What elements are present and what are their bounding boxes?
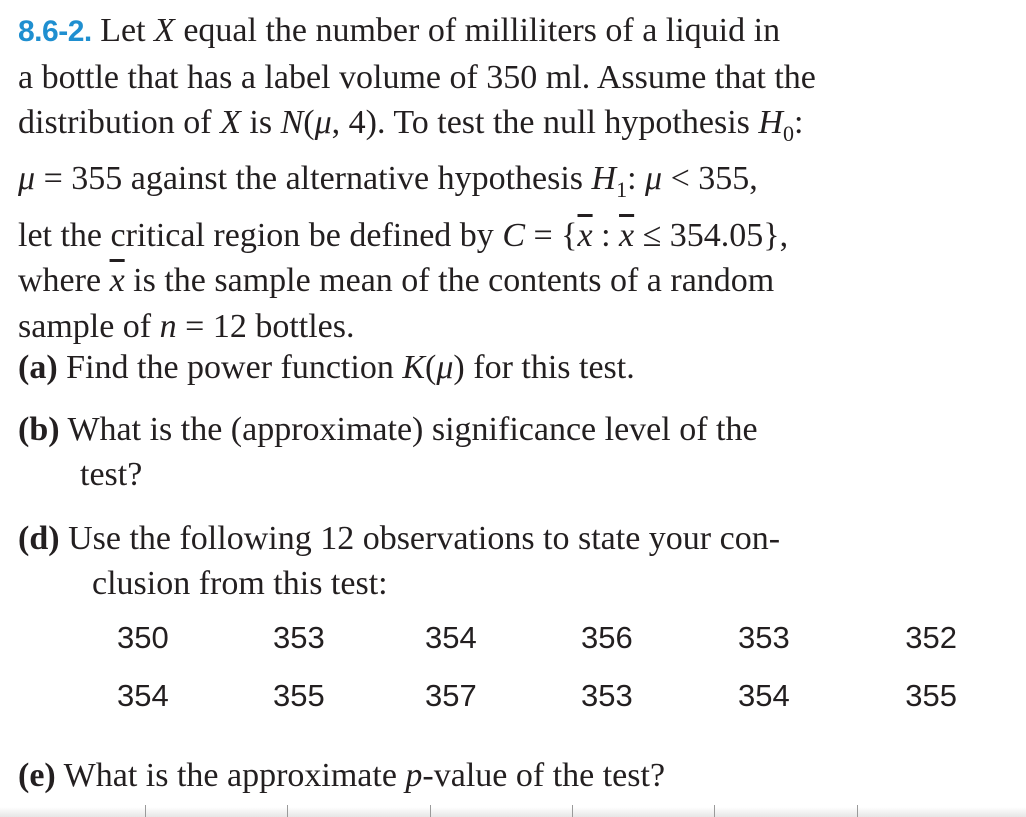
- problem-line-3: distribution of X is N(μ, 4). To test the null hypothesis $H_0$:: [18, 104, 804, 146]
- part-b-text-2: test?: [80, 456, 143, 493]
- problem-line-1: Let X equal the number of milliliters of a liquid in: [100, 12, 781, 49]
- page-bottom-edge: [0, 807, 1026, 817]
- page-edge-tick: [714, 805, 715, 817]
- observation-cell: 354: [117, 678, 169, 713]
- part-a-label: (a): [18, 349, 58, 386]
- page-edge-tick: [287, 805, 288, 817]
- observation-cell: 352: [905, 620, 957, 655]
- part-b-label: (b): [18, 411, 60, 448]
- part-a-text: Find the power function K(μ) for this test.: [66, 349, 635, 386]
- observation-cell: 356: [581, 620, 633, 655]
- observation-cell: 353: [273, 620, 325, 655]
- observations-row-2: [117, 671, 957, 729]
- observation-cell: 354: [738, 678, 790, 713]
- part-e-text: What is the approximate p-value of the test?: [63, 757, 666, 794]
- problem-line-6: where $\overline{x}$ is the sample mean of the contents of a random: [18, 262, 775, 300]
- observation-cell: 355: [273, 678, 325, 713]
- problem-line-4: μ = 355 against the alternative hypothesis $H_1$: μ < 355,: [18, 160, 758, 203]
- part-d-text-2: clusion from this test:: [92, 565, 388, 602]
- part-d-text-1: Use the following 12 observations to state your con-: [68, 520, 781, 557]
- part-d: [18, 516, 1008, 606]
- problem-line-7: sample of n = 12 bottles.: [18, 307, 355, 345]
- page-edge-tick: [857, 805, 858, 817]
- observation-cell: 353: [738, 620, 790, 655]
- observation-cell: 357: [425, 678, 477, 713]
- observation-cell: 350: [117, 620, 169, 655]
- part-d-label: (d): [18, 520, 60, 557]
- problem-number: 8.6-2.: [18, 15, 92, 48]
- problem-line-2: a bottle that has a label volume of 350 ml. Assume that the: [18, 58, 816, 96]
- part-a: [18, 345, 635, 390]
- observations-row-1: [117, 613, 957, 671]
- observation-cell: 355: [905, 678, 957, 713]
- problem-line-5: let the critical region be defined by $C = \{\overline{x}$ : $\overline{x} \le 354.05$},: [18, 216, 789, 254]
- page-edge-tick: [572, 805, 573, 817]
- part-b-text-1: What is the (approximate) significance level of the: [67, 411, 758, 448]
- page-edge-tick: [430, 805, 431, 817]
- problem-statement: [18, 8, 1008, 349]
- part-e: [18, 753, 665, 798]
- part-b: [18, 407, 1008, 497]
- part-e-label: (e): [18, 757, 56, 794]
- observations-table: [117, 613, 957, 729]
- page-edge-tick: [145, 805, 146, 817]
- observation-cell: 353: [581, 678, 633, 713]
- observation-cell: 354: [425, 620, 477, 655]
